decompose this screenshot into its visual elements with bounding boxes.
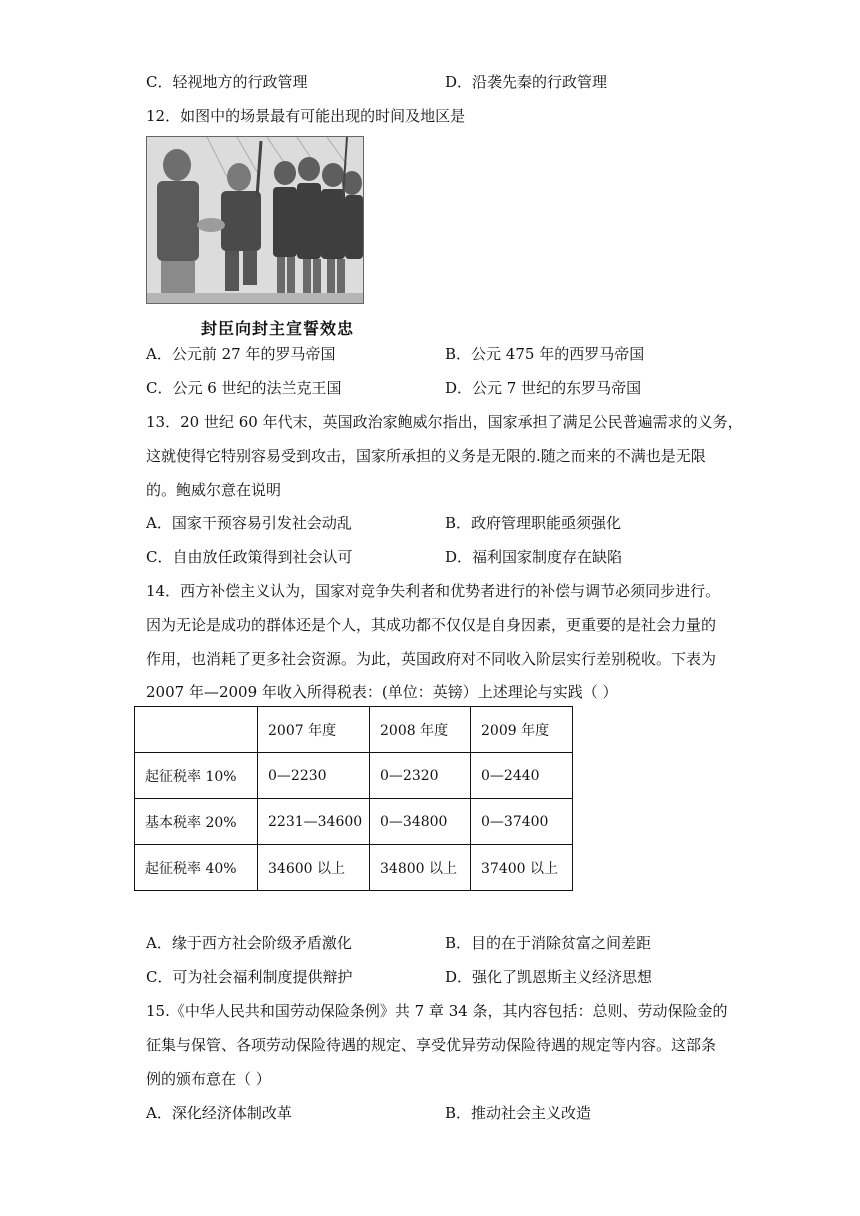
table-cell: 2231—34600 (258, 799, 370, 845)
table-cell: 34800 以上 (370, 845, 471, 891)
q12-option-a: A．公元前 27 年的罗马帝国 (146, 345, 336, 363)
q13-option-c: C．自由放任政策得到社会认可 (146, 548, 353, 566)
oath-illustration (146, 136, 364, 304)
table-cell: 起征税率 40% (135, 845, 258, 891)
tax-table (134, 706, 573, 891)
q13-option-a: A．国家干预容易引发社会动乱 (146, 514, 352, 532)
q14-option-d: D．强化了凯恩斯主义经济思想 (445, 968, 653, 986)
q15-option-b: B．推动社会主义改造 (445, 1104, 592, 1122)
table-cell: 0—2440 (471, 753, 573, 799)
q14-stem-line-3: 作用，也消耗了更多社会资源。为此，英国政府对不同收入阶层实行差别税收。下表为 (146, 650, 717, 668)
q14-option-b: B．目的在于消除贫富之间差距 (445, 934, 652, 952)
table-cell: 34600 以上 (258, 845, 370, 891)
q13-stem-line-3: 的。鲍威尔意在说明 (146, 481, 282, 499)
q14-stem-line-4: 2007 年—2009 年收入所得税表：(单位：英镑）上述理论与实践（ ） (146, 683, 618, 701)
table-row (135, 845, 573, 891)
q12-option-b: B．公元 475 年的西罗马帝国 (445, 345, 645, 363)
table-cell: 2009 年度 (471, 707, 573, 753)
table-cell: 0—34800 (370, 799, 471, 845)
table-cell: 0—37400 (471, 799, 573, 845)
q13-option-d: D．福利国家制度存在缺陷 (445, 548, 623, 566)
q14-stem-line-2: 因为无论是成功的群体还是个人，其成功都不仅仅是自身因素，更重要的是社会力量的 (146, 616, 717, 634)
q12-figure (146, 136, 364, 338)
q15-stem-line-3: 例的颁布意在（ ） (146, 1070, 271, 1088)
table-cell: 37400 以上 (471, 845, 573, 891)
q15-stem-line-1: 15.《中华人民共和国劳动保险条例》共 7 章 34 条，其内容包括：总则、劳动保险金的 (146, 1002, 728, 1020)
q12-stem: 12．如图中的场景最有可能出现的时间及地区是 (146, 107, 466, 125)
table-cell: 2007 年度 (258, 707, 370, 753)
q13-stem-line-2: 这就使得它特别容易受到攻击，国家所承担的义务是无限的.随之而来的不满也是无限 (146, 447, 706, 465)
q14-stem-line-1: 14．西方补偿主义认为，国家对竞争失利者和优势者进行的补偿与调节必须同步进行。 (146, 582, 721, 600)
table-cell (135, 707, 258, 753)
q15-stem-line-2: 征集与保管、各项劳动保险待遇的规定、享受优异劳动保险待遇的规定等内容。这部条 (146, 1036, 717, 1054)
table-row (135, 799, 573, 845)
table-cell: 0—2230 (258, 753, 370, 799)
q11-option-c: C．轻视地方的行政管理 (146, 73, 308, 91)
q12-option-c: C．公元 6 世纪的法兰克王国 (146, 379, 342, 397)
q14-option-a: A．缘于西方社会阶级矛盾激化 (146, 934, 352, 952)
table-cell: 起征税率 10% (135, 753, 258, 799)
q12-option-d: D．公元 7 世纪的东罗马帝国 (445, 379, 642, 397)
table-cell: 基本税率 20% (135, 799, 258, 845)
q15-option-a: A．深化经济体制改革 (146, 1104, 292, 1122)
table-cell: 0—2320 (370, 753, 471, 799)
q14-option-c: C．可为社会福利制度提供辩护 (146, 968, 353, 986)
figure-caption: 封臣向封主宣誓效忠 (201, 319, 355, 338)
table-header-row (135, 707, 573, 753)
q11-option-d: D．沿袭先秦的行政管理 (445, 73, 608, 91)
q13-option-b: B．政府管理职能亟须强化 (445, 514, 622, 532)
q13-stem-line-1: 13．20 世纪 60 年代末，英国政治家鲍威尔指出，国家承担了满足公民普遍需求的义务， (146, 413, 743, 431)
table-cell: 2008 年度 (370, 707, 471, 753)
table-row (135, 753, 573, 799)
